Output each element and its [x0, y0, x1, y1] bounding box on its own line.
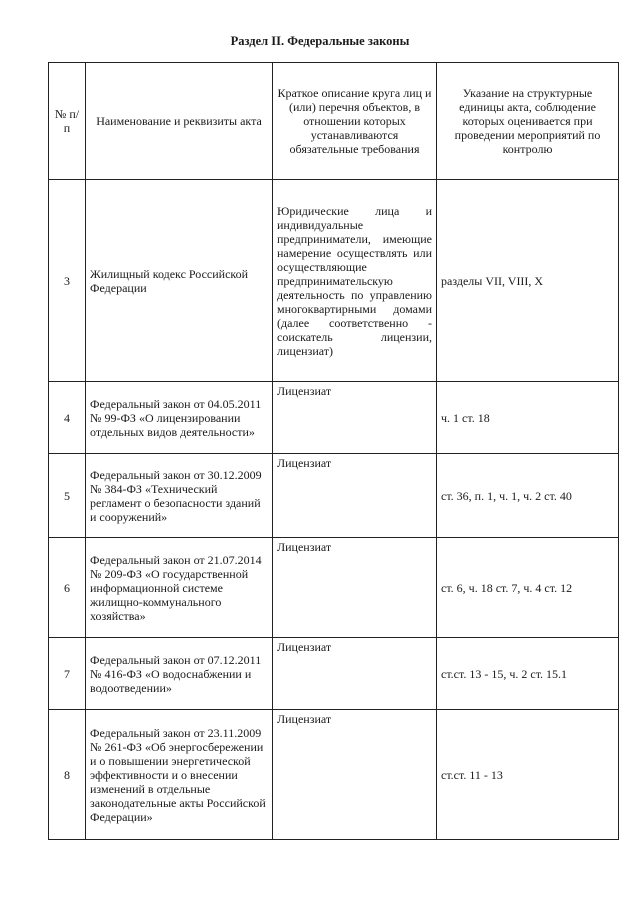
row-name: Федеральный закон от 21.07.2014 № 209-ФЗ «О государственной информационной системе жилищно-коммунального хозяйства» — [86, 538, 273, 638]
row-ref: ст.ст. 13 - 15, ч. 2 ст. 15.1 — [437, 638, 619, 710]
header-desc: Краткое описание круга лиц и (или) перечня объектов, в отношении которых устанавливаются обязательные требования — [273, 63, 437, 180]
row-num: 8 — [49, 710, 86, 840]
table-row — [49, 454, 619, 538]
section-title: Раздел II. Федеральные законы — [230, 34, 410, 48]
row-num: 7 — [49, 638, 86, 710]
row-num: 4 — [49, 382, 86, 454]
row-desc: Лицензиат — [273, 710, 437, 840]
row-name: Федеральный закон от 07.12.2011 № 416-ФЗ «О водоснабжении и водоотведении» — [86, 638, 273, 710]
row-desc: Лицензиат — [273, 382, 437, 454]
row-ref: ст. 36, п. 1, ч. 1, ч. 2 ст. 40 — [437, 454, 619, 538]
table-row — [49, 180, 619, 382]
row-name: Федеральный закон от 23.11.2009 № 261-ФЗ «Об энергосбережении и о повышении энергетической эффективности и о внесении изменений в отдельные законодательные акты Российской Федерации» — [86, 710, 273, 840]
row-ref: ст.ст. 11 - 13 — [437, 710, 619, 840]
header-name: Наименование и реквизиты акта — [86, 63, 273, 180]
row-num: 5 — [49, 454, 86, 538]
row-desc: Юридические лица и индивидуальные предприниматели, имеющие намерение осуществлять или осуществляющие предпринимательскую деятельность по управлению многоквартирными домами (далее соответственно - соискатель лицензии, лицензиат) — [273, 180, 437, 382]
header-ref: Указание на структурные единицы акта, соблюдение которых оценивается при проведении мероприятий по контролю — [437, 63, 619, 180]
row-desc: Лицензиат — [273, 638, 437, 710]
federal-laws-table — [48, 62, 619, 840]
row-num: 3 — [49, 180, 86, 382]
row-name: Федеральный закон от 04.05.2011 № 99-ФЗ «О лицензировании отдельных видов деятельности» — [86, 382, 273, 454]
row-desc: Лицензиат — [273, 454, 437, 538]
row-name: Федеральный закон от 30.12.2009 № 384-ФЗ «Технический регламент о безопасности зданий и сооружений» — [86, 454, 273, 538]
table-header-row — [49, 63, 619, 180]
row-num: 6 — [49, 538, 86, 638]
table-row — [49, 638, 619, 710]
table-row — [49, 710, 619, 840]
row-name: Жилищный кодекс Российской Федерации — [86, 180, 273, 382]
row-ref: ч. 1 ст. 18 — [437, 382, 619, 454]
table-row — [49, 538, 619, 638]
row-ref: разделы VII, VIII, X — [437, 180, 619, 382]
row-ref: ст. 6, ч. 18 ст. 7, ч. 4 ст. 12 — [437, 538, 619, 638]
header-num: № п/п — [49, 63, 86, 180]
table-row — [49, 382, 619, 454]
row-desc: Лицензиат — [273, 538, 437, 638]
